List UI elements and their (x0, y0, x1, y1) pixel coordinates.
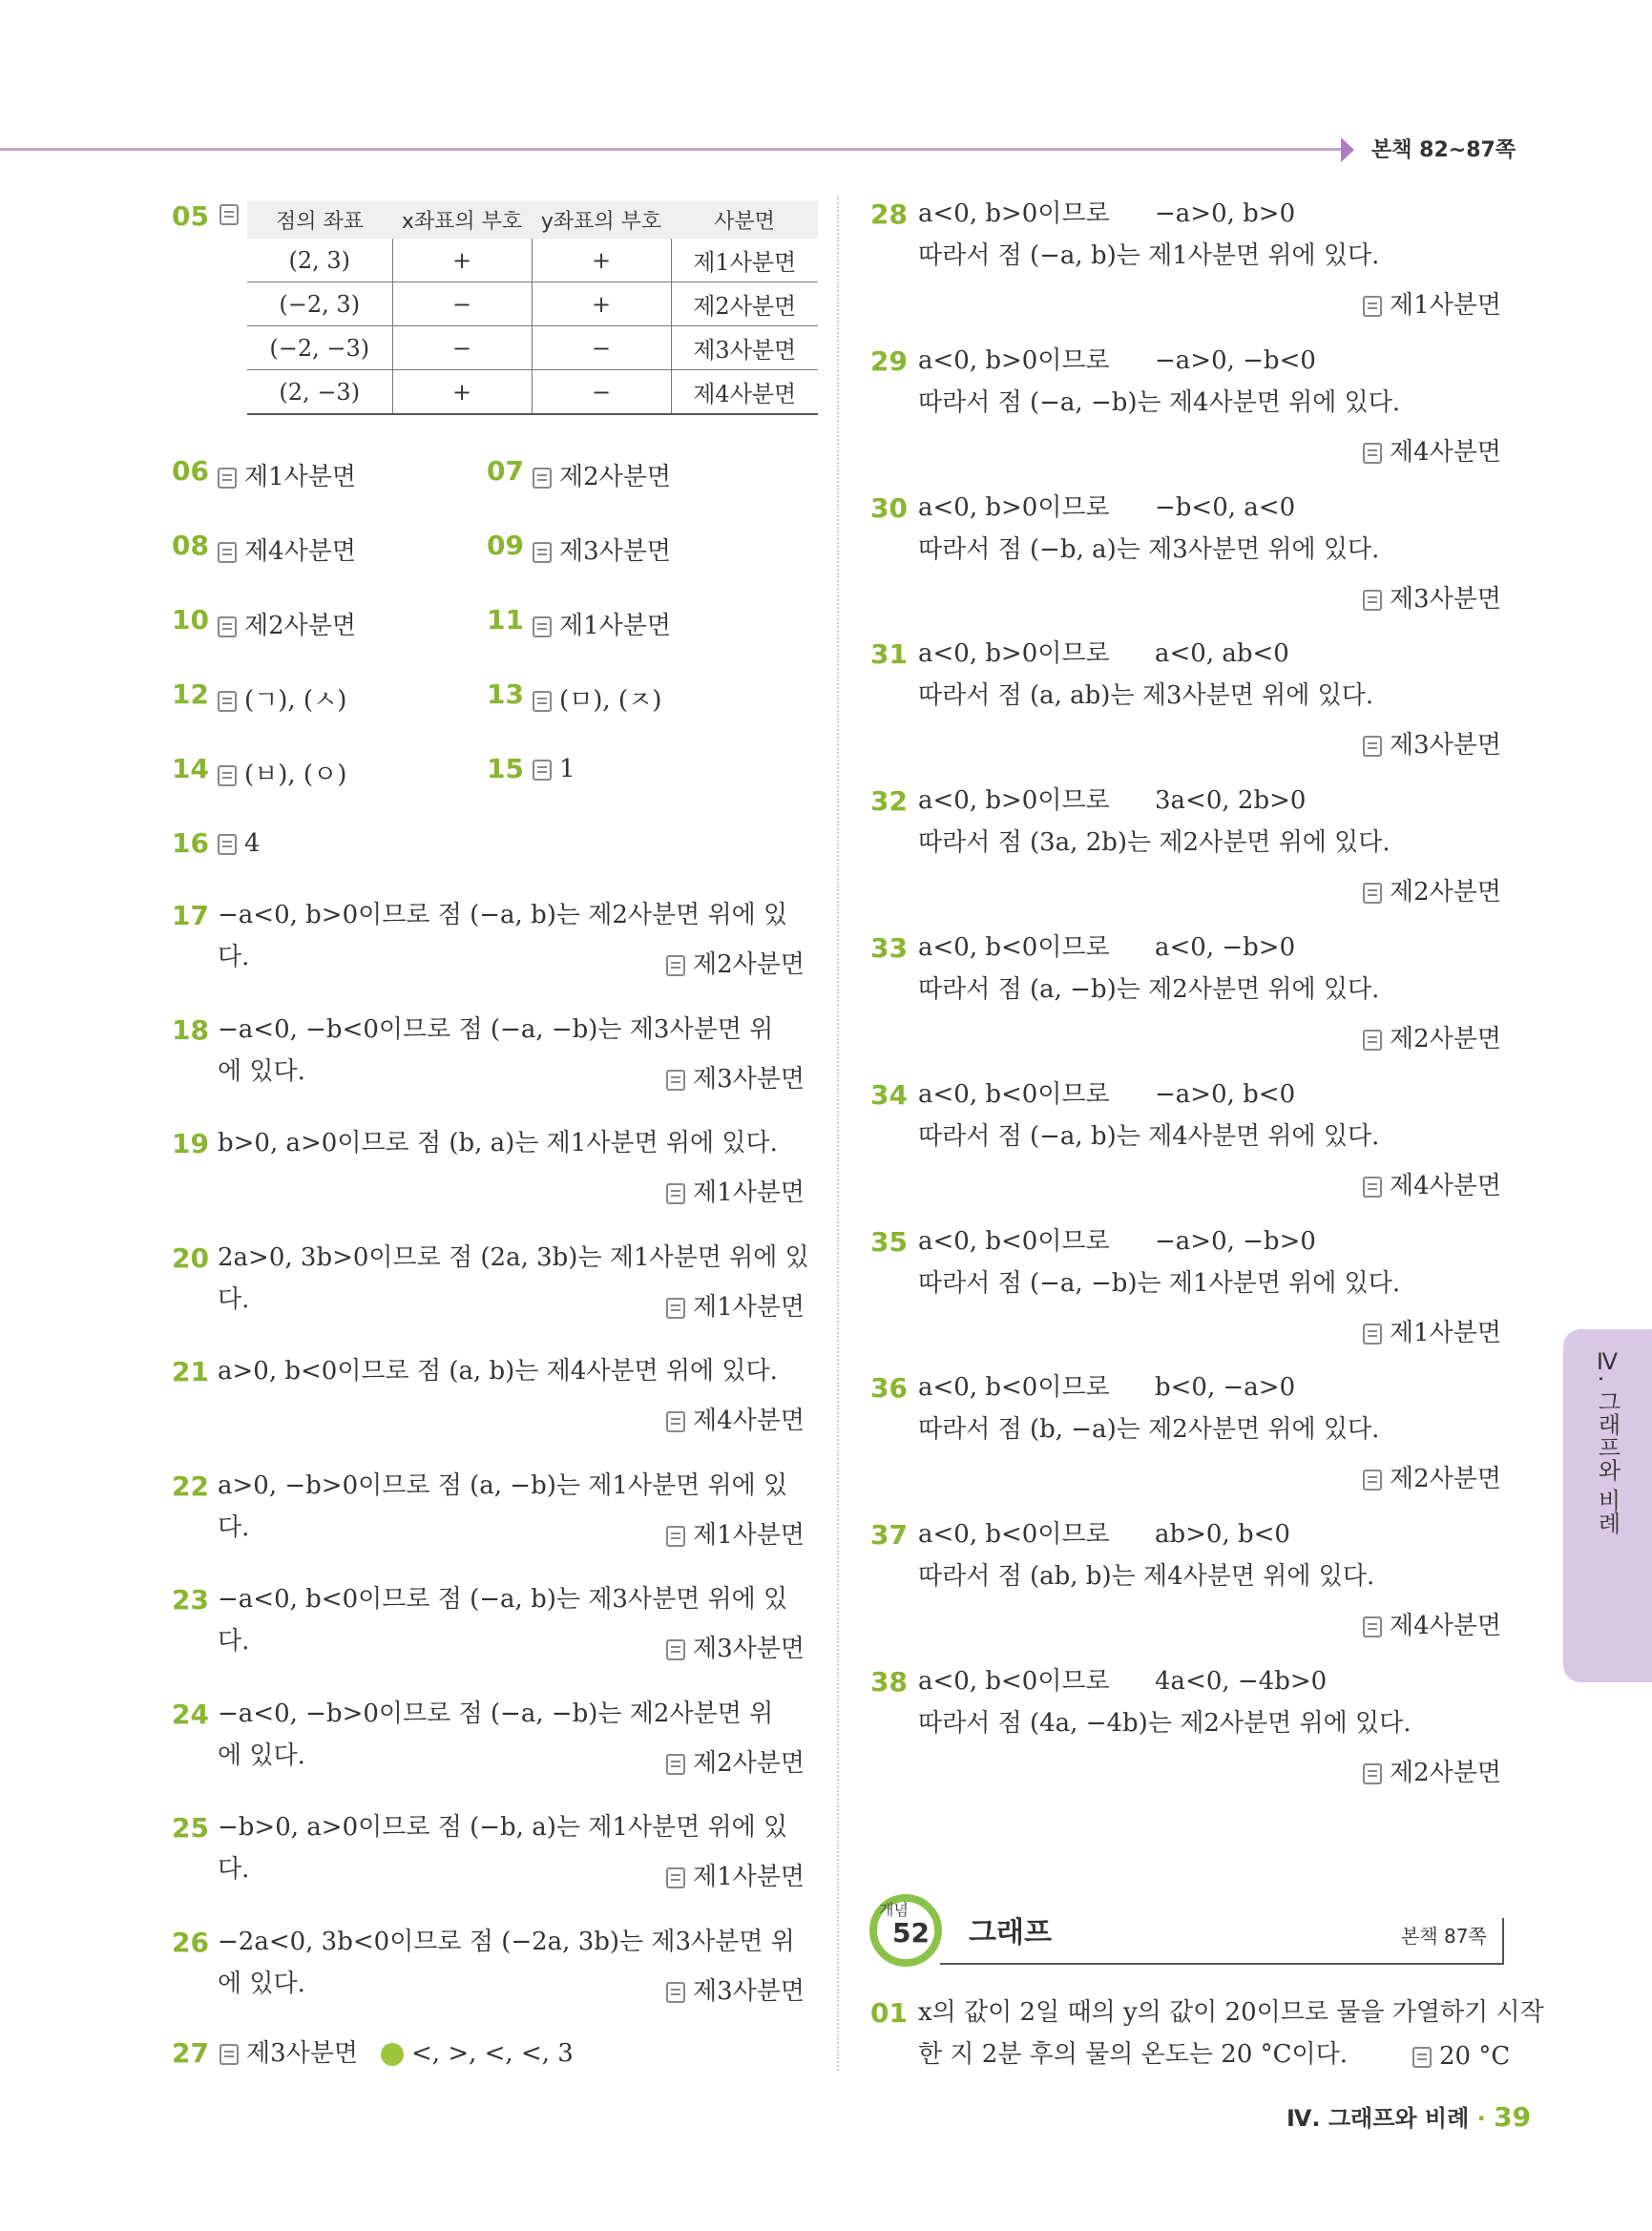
answer-text: (ㄱ), (ㅅ) (244, 686, 347, 715)
answer-line (1363, 1019, 1501, 1054)
solution-line: 따라서 점 (−a, b)는 제1사분면 위에 있다. (918, 241, 1380, 270)
table-header: x좌표의 부호 (392, 200, 532, 239)
table-cell: (2, 3) (247, 239, 392, 282)
solution-line: a<0, b<0이므로 (918, 1226, 1110, 1256)
answer-icon (220, 204, 239, 225)
answer-line (218, 606, 356, 641)
answer-line (1363, 432, 1501, 468)
concept-badge (869, 1894, 942, 1967)
problem-number: 32 (870, 785, 908, 818)
table-row (247, 282, 818, 326)
table-cell: 제2사분면 (671, 282, 818, 326)
answer-text: 제1사분면 (559, 612, 672, 640)
answer-icon (1363, 443, 1382, 464)
problem-number: 22 (172, 1470, 209, 1502)
answer-line (218, 457, 356, 492)
footer-chapter: Ⅳ. 그래프와 비례 (1286, 2105, 1470, 2132)
answer-icon (1363, 1030, 1382, 1051)
page-reference: 본책 82~87쪽 (1371, 138, 1516, 162)
problem-number: 26 (172, 1926, 209, 1958)
answer-icon (666, 1526, 685, 1547)
problem-number: 20 (172, 1241, 209, 1274)
answer-line (1363, 285, 1501, 321)
solution-line: 에 있다. (218, 1741, 305, 1770)
page-footer (1286, 2099, 1531, 2133)
solution-line: 따라서 점 (b, −a)는 제2사분면 위에 있다. (918, 1415, 1380, 1445)
problem-number: 36 (870, 1372, 908, 1405)
answer-icon (218, 765, 237, 786)
answer-line (218, 680, 346, 716)
problem-number: 38 (870, 1666, 908, 1698)
answer-text: (ㅂ), (ㅇ) (244, 761, 347, 789)
answer-icon (218, 542, 237, 563)
answer-text: 제3사분면 (693, 1064, 805, 1094)
table-header: 사분면 (671, 200, 818, 239)
answer-text: 제3사분면 (1390, 731, 1502, 761)
solution-line: 에 있다. (218, 1969, 305, 1998)
page-number: 39 (1494, 2101, 1532, 2133)
problem-number: 18 (172, 1013, 209, 1046)
answer-icon (1363, 1324, 1382, 1345)
problem-number: 27 (172, 2037, 209, 2069)
answer-line (533, 532, 671, 567)
answer-text: 제2사분면 (1390, 878, 1502, 907)
badge-label: 개념 (879, 1901, 909, 1919)
answer-text: 제3사분면 (1390, 584, 1502, 614)
solution-line: 따라서 점 (a, ab)는 제3사분면 위에 있다. (918, 681, 1374, 711)
table-cell: − (532, 326, 671, 370)
answer-text: 제1사분면 (693, 1178, 805, 1207)
answer-line (666, 1743, 805, 1779)
answer-icon (218, 468, 237, 489)
table-cell: − (392, 282, 532, 326)
solution-line: b>0, a>0이므로 점 (b, a)는 제1사분면 위에 있다. (218, 1129, 778, 1157)
solution-condition: −a>0, b>0 (1155, 199, 1296, 228)
answer-line (1363, 725, 1501, 761)
answer-icon (1412, 2047, 1432, 2068)
answer-line (1363, 1753, 1501, 1788)
solution-line: −2a<0, 3b<0이므로 점 (−2a, 3b)는 제3사분면 위 (218, 1927, 795, 1956)
solution-line: a<0, b<0이므로 (918, 933, 1110, 962)
section-title: 그래프 (969, 1916, 1052, 1950)
answer-icon (666, 1298, 685, 1319)
solution-condition: a<0, −b>0 (1155, 933, 1296, 962)
table-cell: (−2, −3) (247, 326, 392, 370)
solution-line: 에 있다. (218, 1056, 305, 1086)
answer-line (666, 1971, 805, 2007)
solution-line: 따라서 점 (a, −b)는 제2사분면 위에 있다. (918, 975, 1380, 1004)
problem-number: 31 (870, 638, 908, 671)
answer-text: 제2사분면 (559, 463, 672, 491)
solution-condition: a<0, ab<0 (1155, 639, 1289, 669)
solution-line: a<0, b>0이므로 (918, 492, 1110, 522)
solution-line: a<0, b<0이므로 (918, 1520, 1110, 1550)
answer-icon (218, 691, 237, 712)
answer-icon (1363, 736, 1382, 757)
problem-number: 23 (172, 1584, 209, 1616)
solution-line: 따라서 점 (−a, −b)는 제4사분면 위에 있다. (918, 387, 1401, 417)
answer-line (666, 1857, 805, 1892)
answer-text: 제4사분면 (244, 537, 357, 566)
solution-condition: ab>0, b<0 (1155, 1520, 1290, 1550)
answer-text: 제1사분면 (693, 1863, 805, 1891)
answer-line (1363, 872, 1501, 907)
problem-number: 33 (870, 932, 908, 964)
solution-line: 따라서 점 (3a, 2b)는 제2사분면 위에 있다. (918, 828, 1391, 858)
answer-text: 1 (559, 755, 575, 783)
column-divider (837, 196, 839, 2071)
problem-number: 11 (487, 604, 524, 636)
problem-number: 10 (172, 604, 209, 636)
table-header: 점의 좌표 (247, 200, 392, 239)
arrow-icon (1341, 137, 1354, 162)
solution-line: 따라서 점 (ab, b)는 제4사분면 위에 있다. (918, 1562, 1375, 1592)
table-cell: + (392, 370, 532, 415)
problem-number: 14 (172, 753, 209, 784)
solution-condition: −a>0, −b<0 (1155, 345, 1316, 375)
answer-line (1363, 1166, 1501, 1201)
answer-text: 제1사분면 (1390, 291, 1502, 320)
section-reference: 본책 87쪽 (1401, 1925, 1487, 1948)
table-row (247, 326, 818, 370)
answer-icon (533, 468, 552, 489)
section-rule (940, 1963, 1503, 1965)
table-cell: − (392, 326, 532, 370)
table-cell: 제1사분면 (671, 239, 818, 282)
answer-text: 제1사분면 (693, 1520, 805, 1550)
solution-condition: b<0, −a>0 (1155, 1373, 1296, 1403)
problem-number: 28 (870, 198, 908, 230)
quadrant-table (247, 200, 818, 415)
answer-icon (533, 542, 552, 563)
problem-number: 19 (172, 1128, 209, 1159)
table-row (247, 239, 818, 282)
solution-line: 한 지 2분 후의 물의 온도는 20 °C이다. (918, 2040, 1349, 2069)
answer-line (218, 829, 261, 858)
solution-condition: −a>0, −b>0 (1155, 1226, 1316, 1256)
answer-text: 제4사분면 (693, 1407, 805, 1435)
solution-line: a<0, b>0이므로 (918, 345, 1110, 375)
problem-number: 35 (870, 1225, 908, 1258)
solution-line: 다. (218, 1284, 250, 1314)
answer-line (1363, 1606, 1501, 1641)
solution-line: 다. (218, 1855, 250, 1884)
answer-line (218, 755, 346, 790)
answer-text: 제2사분면 (1390, 1465, 1502, 1494)
table-cell: (2, −3) (247, 370, 392, 415)
solution-line: a<0, b>0이므로 (918, 786, 1110, 816)
answer-line (1363, 1459, 1501, 1494)
answer-icon (666, 1982, 685, 2003)
solution-line: a>0, −b>0이므로 점 (a, −b)는 제1사분면 위에 있 (218, 1470, 788, 1500)
answer-icon (1363, 590, 1382, 611)
answer-icon (666, 1183, 685, 1204)
answer-line (666, 1059, 805, 1095)
answer-icon (220, 2044, 239, 2065)
solution-line: 따라서 점 (−a, b)는 제4사분면 위에 있다. (918, 1121, 1380, 1151)
solution-line: 2a>0, 3b>0이므로 점 (2a, 3b)는 제1사분면 위에 있 (218, 1242, 809, 1272)
solution-line: a>0, b<0이므로 점 (a, b)는 제4사분면 위에 있다. (218, 1357, 778, 1386)
problem-number: 01 (870, 1997, 908, 2029)
problem-number: 06 (172, 455, 209, 487)
table-cell: + (532, 282, 671, 326)
solution-condition: 3a<0, 2b>0 (1155, 786, 1307, 816)
answer-icon (533, 760, 552, 781)
answer-line (533, 606, 671, 641)
solution-line: a<0, b<0이므로 (918, 1373, 1110, 1403)
answer-line (220, 2033, 574, 2075)
problem-number: 21 (172, 1356, 209, 1387)
problem-number: 34 (870, 1078, 908, 1111)
solution-condition: 4a<0, −4b>0 (1155, 1667, 1328, 1696)
answer-icon (218, 616, 237, 637)
solution-line: −a<0, b>0이므로 점 (−a, b)는 제2사분면 위에 있 (218, 901, 788, 929)
answer-line (666, 945, 805, 980)
table-cell: − (532, 370, 671, 415)
answer-line (666, 1173, 805, 1208)
answer-text: 제2사분면 (244, 612, 357, 640)
solution-line: 다. (218, 943, 250, 971)
answer-icon (533, 691, 552, 712)
solution-line: −a<0, −b>0이므로 점 (−a, −b)는 제2사분면 위 (218, 1699, 774, 1728)
solution-line: −b>0, a>0이므로 점 (−b, a)는 제1사분면 위에 있 (218, 1813, 788, 1842)
answer-line (533, 755, 575, 783)
table-cell: 제4사분면 (671, 370, 818, 415)
answer-icon (666, 1754, 685, 1775)
solution-line: a<0, b<0이므로 (918, 1079, 1110, 1109)
answer-text: (ㅁ), (ㅈ) (559, 686, 662, 715)
answer-icon (1363, 296, 1382, 317)
problem-number: 37 (870, 1519, 908, 1552)
header-rule (0, 148, 1341, 151)
solution-line: 따라서 점 (−b, a)는 제3사분면 위에 있다. (918, 534, 1380, 564)
problem-number: 16 (172, 827, 209, 859)
answer-line (533, 457, 671, 492)
problem-number: 25 (172, 1812, 209, 1844)
answer-text: 제3사분면 (693, 1976, 805, 2006)
answer-icon (666, 1639, 685, 1660)
side-tab-label: Ⅳ. 그래프와 비례 (1594, 1348, 1621, 1534)
problem-number: 09 (487, 530, 524, 561)
answer-text: 제2사분면 (693, 950, 805, 979)
answer-line (218, 532, 356, 567)
answer-text: 제2사분면 (1390, 1759, 1502, 1787)
problem-number: 30 (870, 491, 908, 524)
solution-line: 따라서 점 (−a, −b)는 제1사분면 위에 있다. (918, 1268, 1401, 1298)
answer-line (533, 680, 661, 716)
answer-text: 제3사분면 (559, 537, 672, 566)
table-row (247, 370, 818, 415)
solution-condition: −a>0, b<0 (1155, 1079, 1296, 1109)
table-cell: (−2, 3) (247, 282, 392, 326)
section-rule-end (1502, 1918, 1504, 1965)
problem-number: 05 (172, 200, 209, 232)
answer-text: 제1사분면 (244, 463, 357, 491)
table-cell: 제3사분면 (671, 326, 818, 370)
answer-text: 제1사분면 (1390, 1318, 1502, 1347)
answer-line (1363, 579, 1501, 615)
solution-line: a<0, b<0이므로 (918, 1667, 1110, 1696)
table-cell: + (392, 239, 532, 282)
solution-line: x의 값이 2일 때의 y의 값이 20이므로 물을 가열하기 시작 (918, 1998, 1544, 2027)
problem-number: 17 (172, 900, 209, 931)
problem-number: 24 (172, 1698, 209, 1730)
solution-line: a<0, b>0이므로 (918, 639, 1110, 669)
answer-icon (1363, 1177, 1382, 1198)
hint-text: <, >, <, <, 3 (411, 2039, 574, 2068)
answer-line (1363, 1313, 1501, 1348)
answer-icon (1363, 883, 1382, 904)
solution-line: a<0, b>0이므로 (918, 199, 1110, 228)
answer-text: 제1사분면 (693, 1292, 805, 1322)
solution-line: −a<0, b<0이므로 점 (−a, b)는 제3사분면 위에 있 (218, 1585, 788, 1614)
answer-icon (533, 616, 552, 637)
answer-text: 제4사분면 (1390, 1171, 1502, 1200)
answer-icon (666, 1411, 685, 1432)
chapter-side-tab (1563, 1329, 1652, 1682)
answer-icon (666, 1867, 685, 1888)
answer-icon (1363, 1616, 1382, 1637)
solution-line: −a<0, −b<0이므로 점 (−a, −b)는 제3사분면 위 (218, 1014, 774, 1044)
answer-line (666, 1401, 805, 1436)
answer-text: 20 °C (1439, 2042, 1511, 2071)
problem-number: 29 (870, 344, 908, 377)
answer-icon (666, 1070, 685, 1091)
problem-number: 07 (487, 455, 524, 487)
footer-dot: · (1476, 2105, 1486, 2132)
answer-line (666, 1515, 805, 1551)
answer-line (666, 1629, 805, 1664)
answer-text: 4 (244, 829, 261, 858)
answer-line (666, 1287, 805, 1323)
table-cell: + (532, 239, 671, 282)
answer-icon (218, 834, 237, 855)
answer-text: 제3사분면 (693, 1635, 805, 1663)
problem-number: 08 (172, 530, 209, 561)
solution-line: 다. (218, 1512, 250, 1542)
problem-number: 12 (172, 678, 209, 710)
answer-icon (1363, 1470, 1382, 1491)
answer-text: 제2사분면 (1390, 1025, 1502, 1053)
answer-text: 제4사분면 (1390, 437, 1502, 467)
answer-icon (1363, 1763, 1382, 1784)
table-header: y좌표의 부호 (532, 200, 671, 239)
problem-number: 13 (487, 678, 524, 710)
answer-text: 제4사분면 (1390, 1612, 1502, 1641)
answer-text: 제2사분면 (693, 1748, 805, 1778)
answer-icon (666, 955, 685, 976)
answer-text: 제3사분면 (246, 2039, 359, 2068)
problem-number: 15 (487, 753, 524, 784)
answer-line (1412, 2042, 1510, 2071)
hint-icon (381, 2043, 404, 2066)
badge-number: 52 (892, 1917, 930, 1949)
solution-line: 다. (218, 1627, 250, 1656)
solution-line: 따라서 점 (4a, −4b)는 제2사분면 위에 있다. (918, 1709, 1412, 1738)
solution-condition: −b<0, a<0 (1155, 492, 1296, 522)
